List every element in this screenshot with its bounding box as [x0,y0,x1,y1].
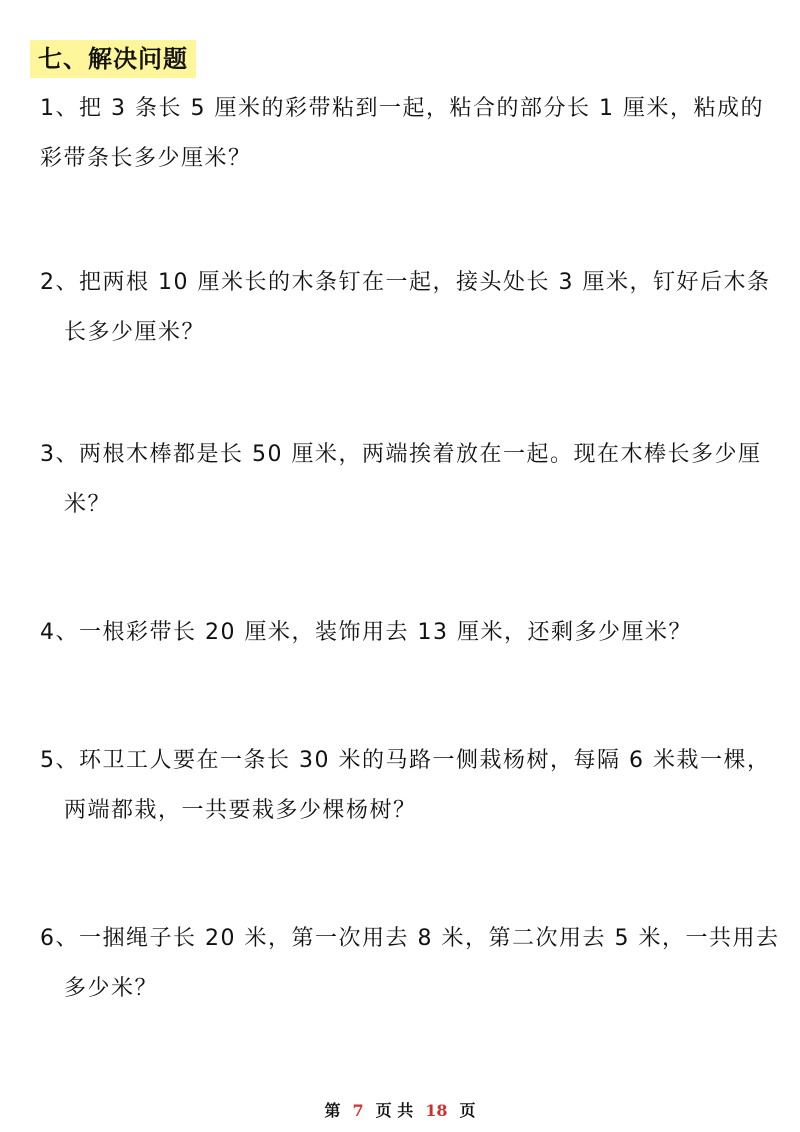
question-5-line-2: 两端都栽，一共要栽多少棵杨树？ [64,798,417,823]
question-4-line-1: 4、一根彩带长 20 厘米，装饰用去 13 厘米，还剩多少厘米？ [40,620,692,645]
footer-suffix: 页 [459,1101,476,1120]
question-1-line-2: 彩带条长多少厘米？ [40,146,252,171]
question-3-line-1: 3、两根木棒都是长 50 厘米，两端挨着放在一起。现在木棒长多少厘 [40,442,762,467]
question-6-line-1: 6、一捆绳子长 20 米，第一次用去 8 米，第二次用去 5 米，一共用去 [40,926,780,951]
footer-prefix: 第 [324,1101,341,1120]
question-2-line-1: 2、把两根 10 厘米长的木条钉在一起，接头处长 3 厘米，钉好后木条 [40,270,771,295]
question-4 [40,608,770,658]
page-footer [0,1098,800,1121]
footer-middle: 页 共 [375,1101,414,1120]
total-pages-number: 18 [425,1101,448,1120]
question-1-line-1: 1、把 3 条长 5 厘米的彩带粘到一起，粘合的部分长 1 厘米，粘成的 [40,96,764,121]
question-1 [40,84,770,184]
question-2 [40,258,770,358]
question-6 [40,914,780,1014]
question-3-line-2: 米？ [64,492,112,517]
question-6-line-2: 多少米？ [64,976,159,1001]
section-title: 七、解决问题 [30,40,196,78]
question-5-line-1: 5、环卫工人要在一条长 30 米的马路一侧栽杨树，每隔 6 米栽一棵， [40,748,771,773]
question-2-line-2: 长多少厘米？ [64,320,206,345]
question-5 [40,736,770,836]
question-3 [40,430,770,530]
current-page-number: 7 [352,1101,364,1120]
